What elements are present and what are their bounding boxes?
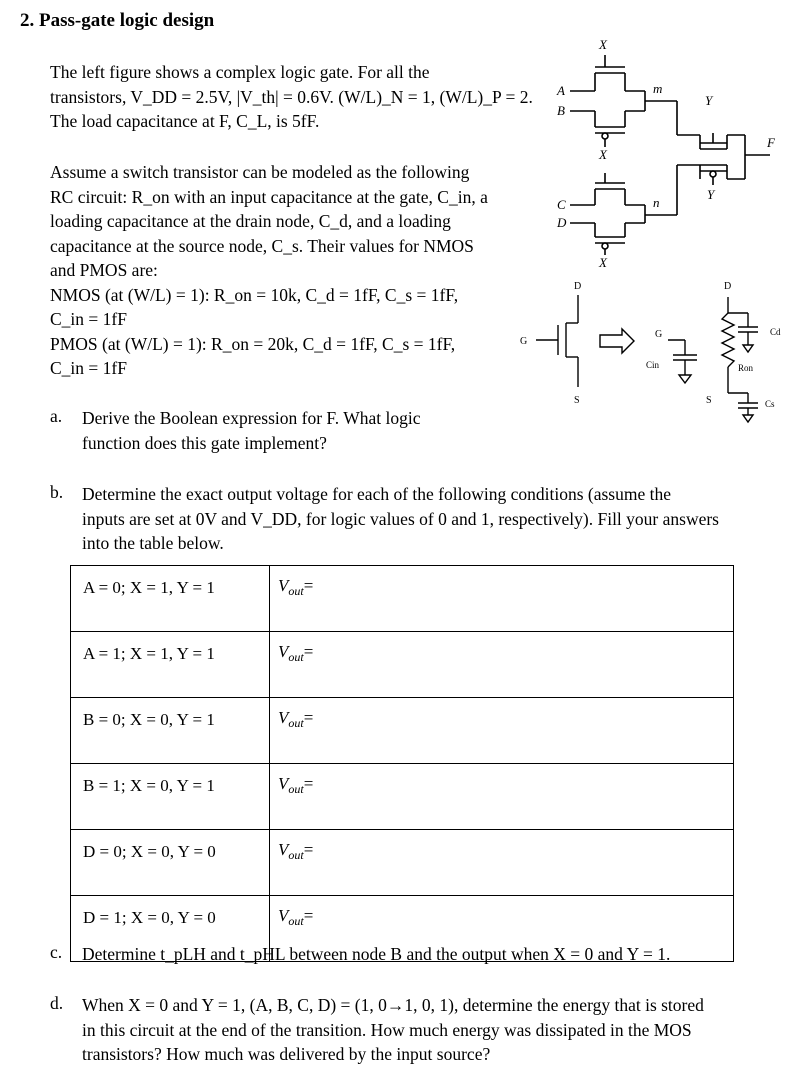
question-a-label: a. [50,406,63,426]
question-d-text [82,993,704,1067]
label-x-top: X [599,37,607,52]
vout-equals: = [303,576,314,595]
condition-cell: A = 1; X = 1, Y = 1 [71,632,270,698]
vout-equals: = [303,906,314,925]
vout-cell[interactable] [270,698,734,764]
model-line-7: C_in = 1fF [50,309,127,329]
label-y-bottom: Y [707,187,715,202]
answer-table [70,565,734,962]
label-input-a: A [557,83,565,98]
model-line-1: Assume a switch transistor can be modeled as the following [50,162,470,182]
question-c-label: c. [50,942,63,962]
vout-equals: = [303,708,314,727]
vout-subscript: out [288,848,304,862]
model-line-5: and PMOS are: [50,260,158,280]
label-output-f: F [767,135,775,150]
model-paragraph [50,160,488,381]
rc-ron-label: Ron [738,363,754,373]
condition-cell: D = 1; X = 0, Y = 0 [71,896,270,962]
question-b-text [82,482,719,556]
vout-equals: = [303,774,314,793]
vout-symbol: V [278,906,289,925]
rc-cs-label: Cs [765,399,775,409]
question-d-label: d. [50,993,64,1013]
vout-equals: = [303,642,314,661]
question-c-line-1: Determine t_pLH and t_pHL between node B and the output when X = 0 and Y = 1. [82,944,671,964]
intro-paragraph [50,60,533,134]
model-line-8: PMOS (at (W/L) = 1): R_on = 20k, C_d = 1fF, C_s = 1fF, [50,333,456,354]
question-c-text [82,942,670,967]
label-input-d: D [557,215,567,230]
label-x-mid: X [599,147,607,162]
table-row [71,830,734,896]
vout-symbol: V [278,708,289,727]
vout-subscript: out [288,914,304,928]
rc-left-drain-label: D [574,281,582,292]
condition-cell: A = 0; X = 1, Y = 1 [71,566,270,632]
question-d-line-3: transistors? How much was delivered by the input source? [82,1044,491,1064]
rc-right-gate-label: G [655,329,663,340]
label-x-bottom: X [599,255,607,270]
question-b-line-1: Determine the exact output voltage for each of the following conditions (assume the [82,484,671,504]
table-row [71,632,734,698]
rc-right-drain-label: D [724,281,732,292]
model-line-4: capacitance at the source node, C_s. Their values for NMOS [50,235,474,256]
condition-cell: B = 0; X = 0, Y = 1 [71,698,270,764]
intro-line-1: The left figure shows a complex logic gate. For all the [50,62,430,82]
pass-gate-circuit-diagram [555,35,785,270]
rc-cin-label: Cin [646,360,660,370]
vout-symbol: V [278,642,289,661]
vout-symbol: V [278,774,289,793]
label-node-m: m [653,81,663,96]
vout-subscript: out [288,782,304,796]
intro-line-2: transistors, V_DD = 2.5V, |V_th| = 0.6V. (W/L)_N = 1, (W/L)_P = 2. [50,86,533,107]
condition-cell: B = 1; X = 0, Y = 1 [71,764,270,830]
vout-cell[interactable] [270,632,734,698]
question-b-line-2: inputs are set at 0V and V_DD, for logic values of 0 and 1, respectively). Fill your answers [82,508,719,529]
table-row [71,698,734,764]
model-line-6: NMOS (at (W/L) = 1): R_on = 10k, C_d = 1fF, C_s = 1fF, [50,284,459,305]
rc-left-gate-label: G [520,336,528,347]
problem-title: 2. Pass-gate logic design [20,10,215,31]
question-a-text [82,406,420,455]
model-line-3: loading capacitance at the drain node, C_d, and a loading [50,211,451,231]
intro-line-3: The load capacitance at F, C_L, is 5fF. [50,111,320,131]
question-b-line-3: into the table below. [82,533,224,553]
label-node-n: n [653,195,660,210]
vout-cell[interactable] [270,764,734,830]
table-row [71,764,734,830]
vout-equals: = [303,840,314,859]
rc-model-diagram [500,275,795,425]
question-a-line-1: Derive the Boolean expression for F. What logic [82,408,421,428]
vout-symbol: V [278,840,289,859]
label-input-b: B [557,103,565,118]
rc-left-source-label: S [574,395,580,406]
model-line-2: RC circuit: R_on with an input capacitance at the gate, C_in, a [50,186,488,207]
label-y-top: Y [705,93,713,108]
question-d-line-1: When X = 0 and Y = 1, (A, B, C, D) = (1, 0→1, 0, 1), determine the energy that is stored [82,995,704,1015]
table-row [71,566,734,632]
question-d-line-2: in this circuit at the end of the transition. How much energy was dissipated in the MOS [82,1019,692,1040]
condition-cell: D = 0; X = 0, Y = 0 [71,830,270,896]
vout-cell[interactable] [270,830,734,896]
vout-subscript: out [288,650,304,664]
question-a-line-2: function does this gate implement? [82,432,327,453]
question-b-label: b. [50,482,64,502]
rc-right-source-label: S [706,395,712,406]
vout-symbol: V [278,576,289,595]
model-line-9: C_in = 1fF [50,358,127,378]
label-input-c: C [557,197,566,212]
vout-cell[interactable] [270,566,734,632]
vout-subscript: out [288,716,304,730]
rc-cd-label: Cd [770,327,781,337]
vout-subscript: out [288,584,304,598]
